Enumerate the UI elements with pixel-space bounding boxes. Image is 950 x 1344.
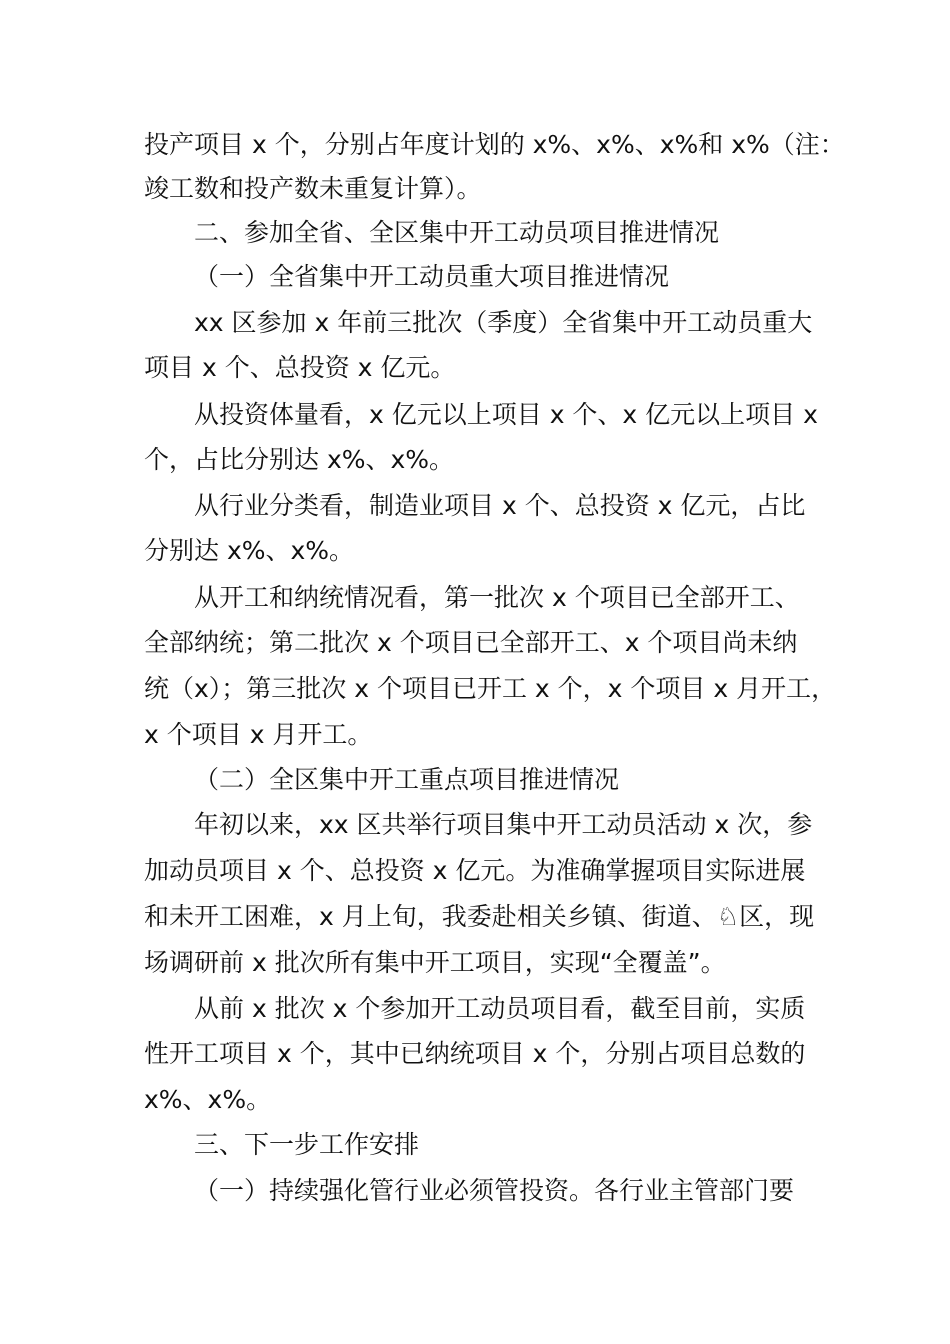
- text-line: x 个项目 x 月开工。: [144, 720, 373, 749]
- text-line: 性开工项目 x 个，其中已纳统项目 x 个，分别占项目总数的: [144, 1039, 806, 1068]
- text-line: 年初以来，xx 区共举行项目集中开工动员活动 x 次，参: [194, 810, 813, 839]
- text-line: 统（x）；第三批次 x 个项目已开工 x 个，x 个项目 x 月开工，: [144, 674, 837, 703]
- text-line: 项目 x 个、总投资 x 亿元。: [144, 353, 456, 382]
- text-line: 场调研前 x 批次所有集中开工项目，实现“全覆盖”。: [144, 948, 726, 977]
- subsection-heading: （二）全区集中开工重点项目推进情况: [194, 765, 620, 794]
- text-line: 分别达 x%、x%。: [144, 536, 355, 565]
- text-line: 从开工和纳统情况看，第一批次 x 个项目已全部开工、: [194, 583, 800, 612]
- text-line: 加动员项目 x 个、总投资 x 亿元。为准确掌握项目实际进展: [144, 856, 806, 885]
- text-line: 竣工数和投产数未重复计算）。: [144, 174, 482, 203]
- text-line: 从投资体量看，x 亿元以上项目 x 个、x 亿元以上项目 x: [194, 400, 818, 429]
- section-heading: 三、下一步工作安排: [194, 1130, 420, 1159]
- section-heading: 二、参加全省、全区集中开工动员项目推进情况: [194, 218, 720, 247]
- text-line: x%、x%。: [144, 1085, 272, 1114]
- text-line: 全部纳统；第二批次 x 个项目已全部开工、x 个项目尚未纳: [144, 628, 798, 657]
- text-line: 从行业分类看，制造业项目 x 个、总投资 x 亿元，占比: [194, 491, 806, 520]
- text-line: 投产项目 x 个，分别占年度计划的 x%、x%、x%和 x%（注：: [144, 130, 845, 159]
- text-line: 从前 x 批次 x 个参加开工动员项目看，截至目前，实质: [194, 994, 806, 1023]
- text-line: 和未开工困难，x 月上旬，我委赴相关乡镇、街道、♘区，现: [144, 902, 815, 931]
- subsection-heading: （一）全省集中开工动员重大项目推进情况: [194, 262, 670, 291]
- subsection-heading: （一）持续强化管行业必须管投资。各行业主管部门要: [194, 1176, 795, 1205]
- text-line: 个，占比分别达 x%、x%。: [144, 445, 455, 474]
- text-line: xx 区参加 x 年前三批次（季度）全省集中开工动员重大: [194, 308, 813, 337]
